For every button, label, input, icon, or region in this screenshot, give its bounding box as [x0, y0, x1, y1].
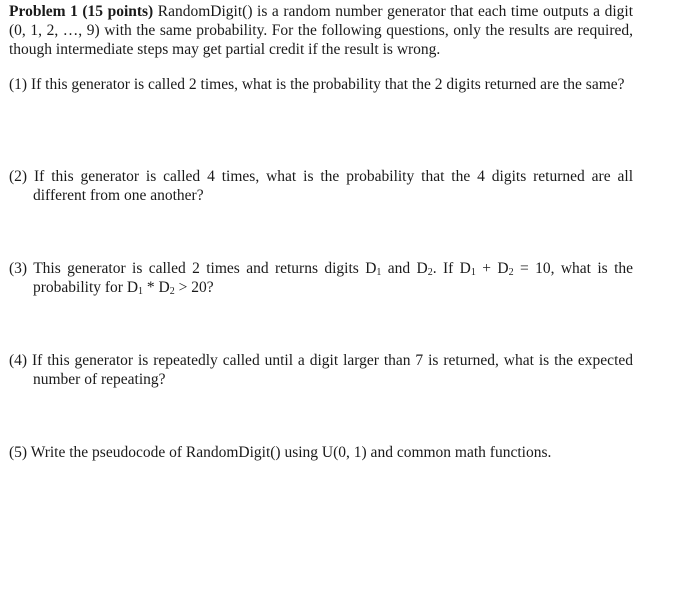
question-3: [9, 259, 633, 297]
question-text: Write the pseudocode of RandomDigit() using U(0, 1) and common math functions.: [30, 444, 552, 461]
question-text: If this generator is repeatedly called until a digit larger than 7 is returned, what is the expected number of repeating?: [32, 352, 634, 388]
question-number: (5): [9, 444, 28, 461]
question-text: This generator is called 2 times and returns digits $D_1$ and $D_2$. If $D_1 + D_2 = 10$, what is the probability for $D_1 * D_2 > 20$?: [33, 260, 634, 297]
question-number: (2): [9, 168, 28, 185]
document-page: [9, 2, 634, 461]
question-number: (1): [9, 76, 28, 93]
question-2: [9, 167, 633, 205]
question-1: [9, 75, 633, 94]
problem-heading: Problem 1 (15 points): [9, 3, 154, 20]
question-4: [9, 351, 633, 389]
question-text: If this generator is called 4 times, what is the probability that the 4 digits returned are all different from one another?: [33, 168, 633, 204]
question-text: If this generator is called 2 times, what is the probability that the 2 digits returned are the same?: [30, 76, 625, 93]
question-5: [9, 443, 633, 462]
problem-intro: [9, 2, 633, 59]
question-number: (3): [9, 260, 28, 277]
problem-intro-text: RandomDigit() is a random number generator that each time outputs a digit (0, 1, 2, …, 9) with the same probability. For the following questions, only the results are required, though intermediate steps may get partial credit if the result is wrong.: [9, 3, 633, 58]
question-number: (4): [9, 352, 28, 369]
